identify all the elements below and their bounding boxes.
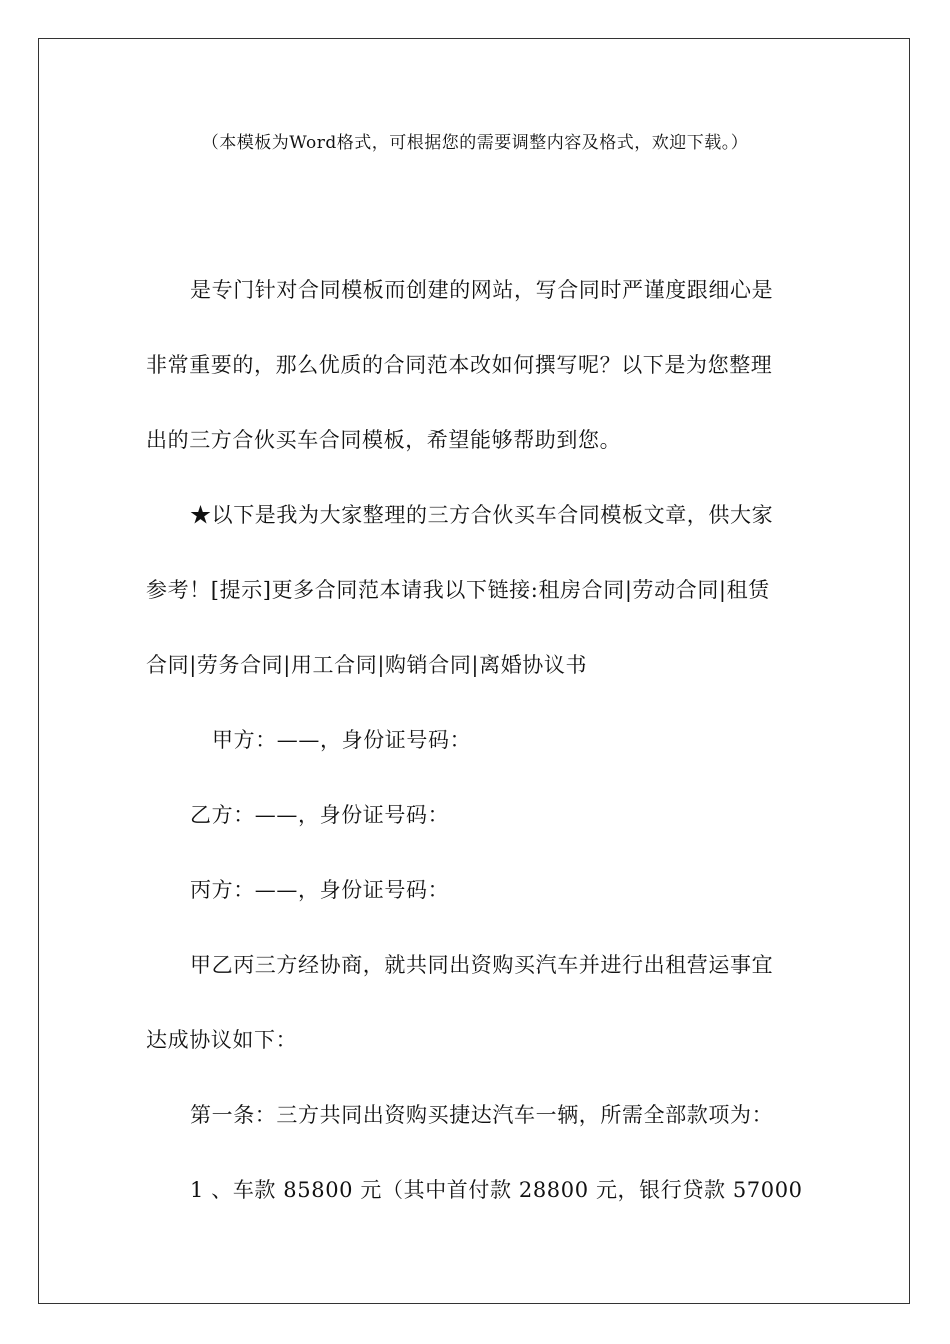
paragraph-line: 参考！[提示]更多合同范本请我以下链接:租房合同|劳动合同|租赁 bbox=[146, 578, 770, 602]
paragraph-line: ★以下是我为大家整理的三方合伙买车合同模板文章，供大家 bbox=[190, 503, 774, 527]
article-one-line: 第一条：三方共同出资购买捷达汽车一辆，所需全部款项为： bbox=[190, 1103, 774, 1127]
paragraph-line: 出的三方合伙买车合同模板，希望能够帮助到您。 bbox=[146, 428, 622, 452]
paragraph-line: 达成协议如下： bbox=[146, 1028, 298, 1052]
party-a-line: 甲方：——，身份证号码： bbox=[212, 728, 472, 752]
party-c-line: 丙方：——，身份证号码： bbox=[190, 878, 450, 902]
template-note: （本模板为Word格式，可根据您的需要调整内容及格式，欢迎下载。） bbox=[201, 133, 749, 153]
paragraph-line: 是专门针对合同模板而创建的网站，写合同时严谨度跟细心是 bbox=[190, 278, 774, 302]
paragraph-line: 甲乙丙三方经协商，就共同出资购买汽车并进行出租营运事宜 bbox=[190, 953, 774, 977]
party-b-line: 乙方：——，身份证号码： bbox=[190, 803, 450, 827]
paragraph-line: 非常重要的，那么优质的合同范本改如何撰写呢？以下是为您整理 bbox=[146, 353, 773, 377]
paragraph-line: 合同|劳务合同|用工合同|购销合同|离婚协议书 bbox=[146, 653, 588, 677]
item-one-line: 1 、车款 85800 元（其中首付款 28800 元，银行贷款 57000 bbox=[190, 1178, 803, 1202]
